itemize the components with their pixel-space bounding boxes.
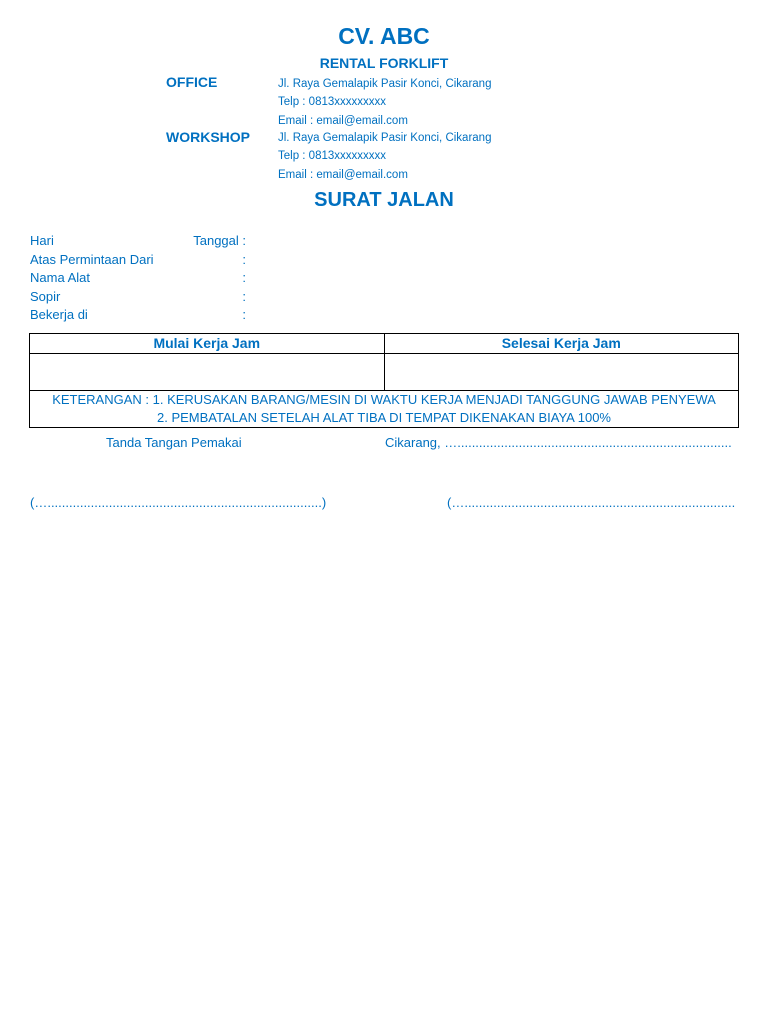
place-date-line: Cikarang, …............................................................................ (385, 435, 732, 450)
work-hours-table (29, 333, 739, 428)
field-row-nama-alat (30, 269, 246, 288)
field-label-tanggal: Tanggal : (193, 233, 246, 248)
user-name-line: (…............................................................................) (30, 495, 327, 510)
note-line-2: 2. PEMBATALAN SETELAH ALAT TIBA DI TEMPAT DIKENAKAN BIAYA 100% (157, 410, 611, 425)
table-header-row (30, 334, 739, 354)
document-title: SURAT JALAN (314, 189, 454, 211)
field-row-bekerja-di (30, 306, 246, 325)
office-email: Email : email@email.com (278, 114, 408, 127)
field-label-bekerja-di: Bekerja di (30, 307, 88, 322)
field-separator: : (242, 307, 246, 322)
field-separator: : (242, 288, 246, 304)
workshop-phone: Telp : 0813xxxxxxxxx (278, 150, 387, 163)
field-label-nama-alat: Nama Alat (30, 270, 90, 285)
workshop-address: Jl. Raya Gemalapik Pasir Konci, Cikarang (278, 132, 492, 144)
end-time-cell (384, 354, 739, 391)
end-time-header: Selesai Kerja Jam (384, 334, 739, 354)
workshop-email: Email : email@email.com (278, 168, 408, 181)
start-time-header: Mulai Kerja Jam (30, 334, 385, 354)
field-label-atas-permintaan: Atas Permintaan Dari (30, 251, 154, 267)
start-time-cell (30, 354, 385, 391)
field-row-sopir (30, 288, 246, 307)
office-phone: Telp : 0813xxxxxxxxx (278, 96, 387, 109)
office-address: Jl. Raya Gemalapik Pasir Konci, Cikarang (278, 78, 492, 90)
notes-cell (30, 391, 739, 428)
workshop-label: WORKSHOP (166, 129, 250, 145)
field-label-hari: Hari (30, 233, 54, 248)
office-label: OFFICE (166, 74, 218, 90)
field-row-atas-permintaan (30, 251, 246, 270)
field-separator: : (242, 270, 246, 285)
note-line-1: KETERANGAN : 1. KERUSAKAN BARANG/MESIN DI WAKTU KERJA MENJADI TANGGUNG JAWAB PENYEWA (52, 392, 716, 407)
company-name: CV. ABC (338, 23, 430, 49)
field-separator: : (242, 251, 246, 267)
form-fields (30, 232, 246, 325)
field-label-sopir: Sopir (30, 288, 61, 304)
office-contact (278, 75, 491, 130)
issuer-name-line: (…........................................................................... (447, 495, 736, 510)
workshop-contact (278, 129, 491, 184)
field-row-hari (30, 232, 246, 251)
user-signature-label: Tanda Tangan Pemakai (106, 435, 242, 450)
table-row (30, 354, 739, 391)
notes-row (30, 391, 739, 428)
company-tagline: RENTAL FORKLIFT (319, 55, 449, 71)
